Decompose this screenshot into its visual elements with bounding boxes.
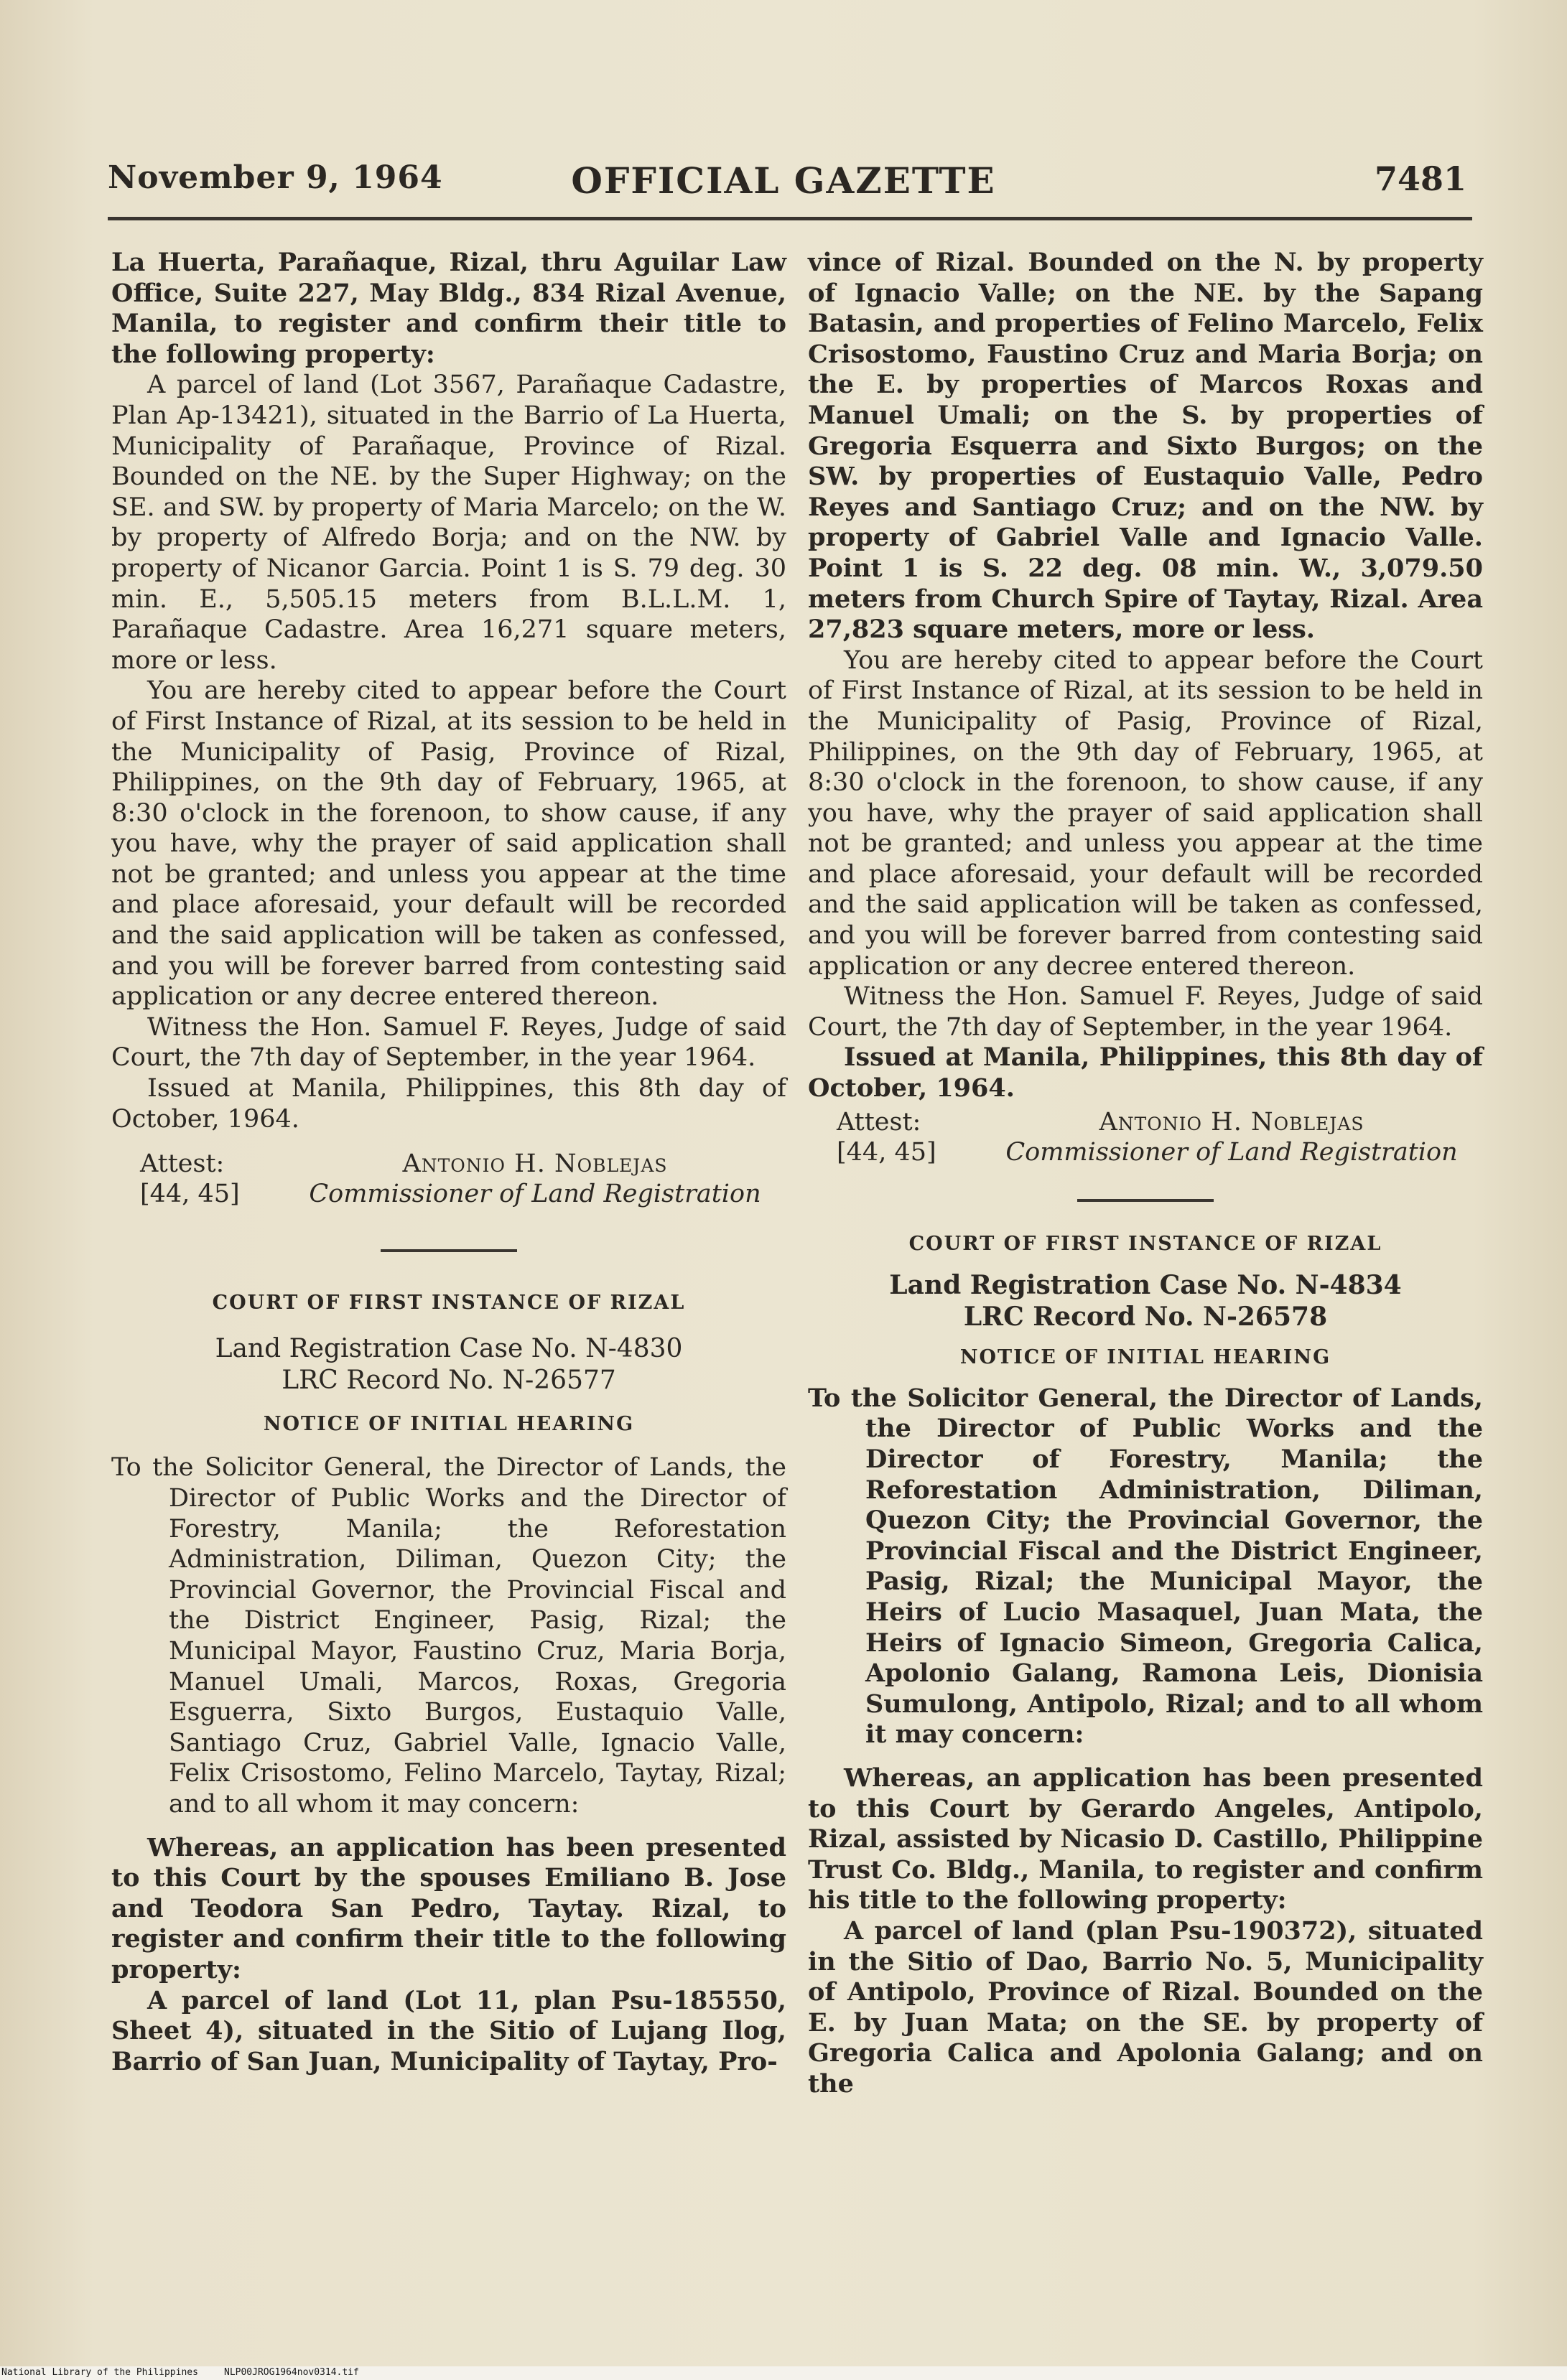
right-attest-title: Commissioner of Land Registration <box>1005 1137 1458 1167</box>
right-court-heading: COURT OF FIRST INSTANCE OF RIZAL <box>908 1232 1382 1255</box>
right-addressees: To the Solicitor General, the Director of Lands, the Director of Public Works and the Director of Forestry, Manila; the Reforestation Administration, Diliman, Quezon City; the Provincial Governor, the Provincial Fiscal and the District Engineer, Pasig, Rizal; the Municipal Mayor, the Heirs of Lucio Masaquel, Juan Mata, the Heirs of Ignacio Simeon, Gregoria Calica, Apolonio Galang, Ramona Leis, Dionisia Sumulong, Antipolo, Rizal; and to all whom it may concern: <box>808 1383 1483 1750</box>
left-addressees: To the Solicitor General, the Director of Lands, the Director of Public Works and the Director of Forestry, Manila; the Reforestation Administration, Diliman, Quezon City; the Provincial Governor, the Provincial Fiscal and the District Engineer, Pasig, Rizal; the Municipal Mayor, Faustino Cruz, Maria Borja, Manuel Umali, Marcos, Roxas, Gregoria Esguerra, Sixto Burgos, Eustaquio Valle, Santiago Cruz, Gabriel Valle, Ignacio Valle, Felix Crisostomo, Felino Marcelo, Taytay, Rizal; and to all whom it may concern: <box>111 1453 786 1819</box>
right-record-number: LRC Record No. N-26578 <box>963 1302 1328 1333</box>
left-attest-ref: [44, 45] <box>140 1180 240 1209</box>
right-notice-heading: NOTICE OF INITIAL HEARING <box>959 1346 1331 1369</box>
left-case-number: Land Registration Case No. N-4830 <box>215 1333 683 1363</box>
right-witness: Witness the Hon. Samuel F. Reyes, Judge of said Court, the 7th day of September, in the year 1964. <box>808 982 1483 1042</box>
header-rule <box>108 217 1472 220</box>
left-parcel: A parcel of land (Lot 11, plan Psu-185550, Sheet 4), situated in the Sitio of Lujang Ilog, Barrio of San Juan, Municipality of Taytay, Pro- <box>111 1985 786 2076</box>
left-record-number: LRC Record No. N-26577 <box>282 1365 616 1395</box>
left-attest-line-2 <box>111 1179 786 1209</box>
right-paragraph-1: vince of Rizal. Bounded on the N. by property of Ignacio Valle; on the NE. by the Sapang Batasin, and properties of Felino Marcelo, Felix Crisostomo, Faustino Cruz and Maria Borja; on the E. by properties of Marcos Roxas and Manuel Umali; on the S. by properties of Gregoria Esquerra and Sixto Burgos; on the SW. by properties of Eustaquio Valle, Pedro Reyes and Santiago Cruz; and on the NW. by property of Gabriel Valle and Ignacio Valle. Point 1 is S. 22 deg. 08 min. W., 3,079.50 meters from Church Spire of Taytay, Rizal. Area 27,823 square meters, more or less. <box>808 248 1483 645</box>
left-parcel-description: A parcel of land (Lot 3567, Parañaque Cadastre, Plan Ap-13421), situated in the Barrio of La Huerta, Municipality of Parañaque, Province of Rizal. Bounded on the NE. by the Super Highway; on the SE. and SW. by property of Maria Marcelo; on the W. by property of Alfredo Borja; and on the NW. by property of Nicanor Garcia. Point 1 is S. 79 deg. 30 min. E., 5,505.15 meters from B.L.L.M. 1, Parañaque Cadastre. Area 16,271 square meters, more or less. <box>111 370 786 675</box>
left-column <box>111 248 786 2077</box>
header-page-number: 7481 <box>1374 159 1466 198</box>
right-parcel: A parcel of land (plan Psu-190372), situated in the Sitio of Dao, Barrio No. 5, Municipality of Antipolo, Province of Rizal. Bounded on the E. by Juan Mata; on the SE. by property of Gregoria Calica and Apolonia Galang; and on the <box>808 1915 1483 2099</box>
right-citation: You are hereby cited to appear before the Court of First Instance of Rizal, at its session to be held in the Municipality of Pasig, Province of Rizal, Philippines, on the 9th day of February, 1965, at 8:30 o'clock in the forenoon, to show cause, if any you have, why the prayer of said application shall not be granted; and unless you appear at the time and place aforesaid, your default will be recorded and the said application will be taken as confessed, and you will be forever barred from contesting said application or any decree entered thereon. <box>808 645 1483 981</box>
left-attest-line-1 <box>111 1149 786 1179</box>
right-issued: Issued at Manila, Philippines, this 8th day of October, 1964. <box>808 1042 1483 1103</box>
header-title: OFFICIAL GAZETTE <box>571 159 996 202</box>
right-attest-name: Antonio H. Noblejas <box>1099 1107 1364 1137</box>
right-attest-label: Attest: <box>837 1107 921 1137</box>
right-whereas: Whereas, an application has been presented to this Court by Gerardo Angeles, Antipolo, Rizal, assisted by Nicasio D. Castillo, Philippine Trust Co. Bldg., Manila, to register and confirm his title to the following property: <box>808 1763 1483 1915</box>
left-notice-heading: NOTICE OF INITIAL HEARING <box>263 1412 635 1435</box>
footer-filename: NLP00JROG1964nov0314.tif <box>224 2367 359 2378</box>
left-paragraph-1: La Huerta, Parañaque, Rizal, thru Aguilar Law Office, Suite 227, May Bldg., 834 Rizal Avenue, Manila, to register and confirm their title to the following property: <box>111 248 786 369</box>
right-attest-line-1 <box>808 1107 1483 1137</box>
left-witness: Witness the Hon. Samuel F. Reyes, Judge of said Court, the 7th day of September, in the year 1964. <box>111 1012 786 1073</box>
right-column <box>808 248 1483 2099</box>
left-attest-title: Commissioner of Land Registration <box>309 1180 761 1209</box>
left-court-heading: COURT OF FIRST INSTANCE OF RIZAL <box>212 1292 686 1315</box>
header-date: November 9, 1964 <box>108 159 443 196</box>
left-issued: Issued at Manila, Philippines, this 8th day of October, 1964. <box>111 1074 786 1134</box>
right-case-number: Land Registration Case No. N-4834 <box>889 1270 1402 1301</box>
left-citation: You are hereby cited to appear before the Court of First Instance of Rizal, at its session to be held in the Municipality of Pasig, Province of Rizal, Philippines, on the 9th day of February, 1965, at 8:30 o'clock in the forenoon, to show cause, if any you have, why the prayer of said application shall not be granted; and unless you appear at the time and place aforesaid, your default will be recorded and the said application will be taken as confessed, and you will be forever barred from contesting said application or any decree entered thereon. <box>111 676 786 1012</box>
footer-library: National Library of the Philippines <box>1 2367 198 2378</box>
right-attest-ref: [44, 45] <box>837 1137 936 1167</box>
left-attest-name: Antonio H. Noblejas <box>402 1149 668 1179</box>
left-whereas: Whereas, an application has been presented to this Court by the spouses Emiliano B. Jose and Teodora San Pedro, Taytay. Rizal, to register and confirm their title to the following property: <box>111 1832 786 1984</box>
scan-footer <box>0 2366 1567 2380</box>
right-attest-line-2 <box>808 1137 1483 1167</box>
left-attest-label: Attest: <box>140 1149 225 1179</box>
